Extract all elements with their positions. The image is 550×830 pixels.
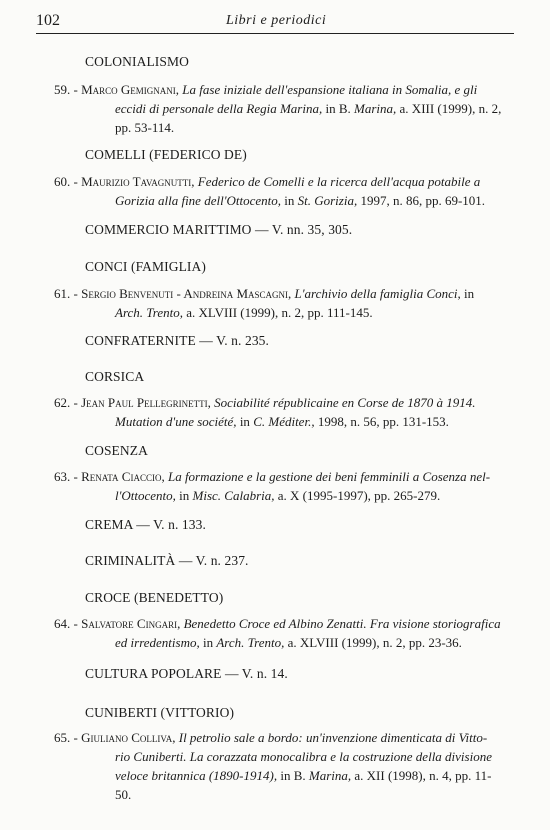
bibliography-entry [54, 284, 503, 322]
entry-title: L'archivio della famiglia Conci, [294, 286, 461, 301]
section-heading: CUNIBERTI (VITTORIO) [85, 705, 235, 720]
page-number: 102 [36, 12, 60, 29]
entry-text: a. XLVIII (1999), n. 2, pp. 111-145. [186, 305, 373, 320]
entry-journal: Arch. Trento, [115, 305, 184, 320]
bibliography-entry [54, 80, 503, 137]
entry-title: La fase iniziale dell'espansione italiana in Somalia, e gli [182, 82, 478, 97]
entry-author: Marco Gemignani, [81, 82, 180, 97]
entry-title: La formazione e la gestione dei beni femminili a Cosenza nel- [167, 469, 491, 484]
entry-author: Sergio Benvenuti - Andreina Mascagni, [81, 286, 292, 301]
entry-author: Jean Paul Pellegrinetti, [81, 395, 211, 410]
entry-text: in [202, 635, 214, 650]
entry-journal: Marina, [354, 101, 397, 116]
entry-text: in [284, 193, 295, 208]
section-heading: CROCE (BENEDETTO) [85, 590, 224, 605]
bibliography-entry [54, 614, 503, 652]
bibliography-entry [54, 467, 503, 505]
entry-text: 1997, n. 86, pp. 69-101. [360, 193, 486, 208]
entry-title: Mutation d'une société, [115, 414, 237, 429]
section-heading: CONCI (FAMIGLIA) [85, 259, 206, 274]
entry-journal: C. Méditer., [253, 414, 315, 429]
section-heading: COSENZA [85, 443, 148, 458]
entry-title: l'Ottocento, [115, 488, 176, 503]
entry-text: a. XIII (1999), n. 2, [399, 101, 502, 116]
entry-journal: Misc. Calabria, [192, 488, 275, 503]
bibliography-entry [54, 393, 503, 431]
section-heading: CRIMINALITÀ — V. n. 237. [85, 553, 249, 568]
section-heading: COLONIALISMO [85, 54, 189, 69]
entry-text: 1998, n. 56, pp. 131-153. [317, 414, 449, 429]
section-heading: COMELLI (FEDERICO DE) [85, 147, 247, 162]
bibliography-entry [54, 728, 503, 804]
entry-author: Renata Ciaccio, [81, 469, 165, 484]
page-header [36, 12, 514, 32]
entry-text: in [239, 414, 250, 429]
section-heading: COMMERCIO MARITTIMO — V. nn. 35, 305. [85, 222, 353, 237]
header-rule [36, 33, 514, 34]
entry-number: 64. - [54, 616, 78, 631]
entry-title: Federico de Comelli e la ricerca dell'acqua potabile a [197, 174, 481, 189]
entry-text: in B. [325, 101, 351, 116]
entry-title: ed irredentismo, [115, 635, 200, 650]
running-title: Libri e periodici [226, 13, 327, 28]
entry-text: in [464, 286, 475, 301]
entry-number: 59. - [54, 82, 78, 97]
entry-journal: Arch. Trento, [216, 635, 285, 650]
bibliography-entry [54, 172, 503, 210]
entry-number: 65. - [54, 730, 78, 745]
entry-author: Maurizio Tavagnutti, [81, 174, 195, 189]
entry-number: 60. - [54, 174, 78, 189]
entry-title: veloce britannica (1890-1914), [115, 768, 278, 783]
entry-title: Sociabilité républicaine en Corse de 1870 à 1914. [214, 395, 476, 410]
entry-title: rio Cuniberti. La corazzata monocalibra e la costruzione della divisione [115, 749, 492, 764]
entry-author: Salvatore Cingari, [81, 616, 181, 631]
entry-title: Benedetto Croce ed Albino Zenatti. Fra visione storiografica [183, 616, 501, 631]
entry-text: in [179, 488, 190, 503]
entry-journal: Marina, [308, 768, 352, 783]
section-heading: CONFRATERNITE — V. n. 235. [85, 333, 269, 348]
entry-text: in B. [280, 768, 306, 783]
entry-text: 50. [115, 787, 132, 802]
entry-title: eccidi di personale della Regia Marina, [115, 101, 323, 116]
entry-text: a. XLVIII (1999), n. 2, pp. 23-36. [287, 635, 462, 650]
entry-text: a. XII (1998), n. 4, pp. 11- [354, 768, 492, 783]
entry-number: 62. - [54, 395, 78, 410]
entry-title: Il petrolio sale a bordo: un'invenzione dimenticata di Vitto- [178, 730, 488, 745]
entry-text: pp. 53-114. [115, 120, 175, 135]
entry-title: Gorizia alla fine dell'Ottocento, [115, 193, 281, 208]
entry-number: 61. - [54, 286, 78, 301]
entry-author: Giuliano Colliva, [81, 730, 176, 745]
entry-number: 63. - [54, 469, 78, 484]
section-heading: CORSICA [85, 369, 145, 384]
section-heading: CREMA — V. n. 133. [85, 517, 206, 532]
entry-text: a. X (1995-1997), pp. 265-279. [277, 488, 441, 503]
entry-journal: St. Gorizia, [297, 193, 358, 208]
section-heading: CULTURA POPOLARE — V. n. 14. [85, 666, 288, 681]
